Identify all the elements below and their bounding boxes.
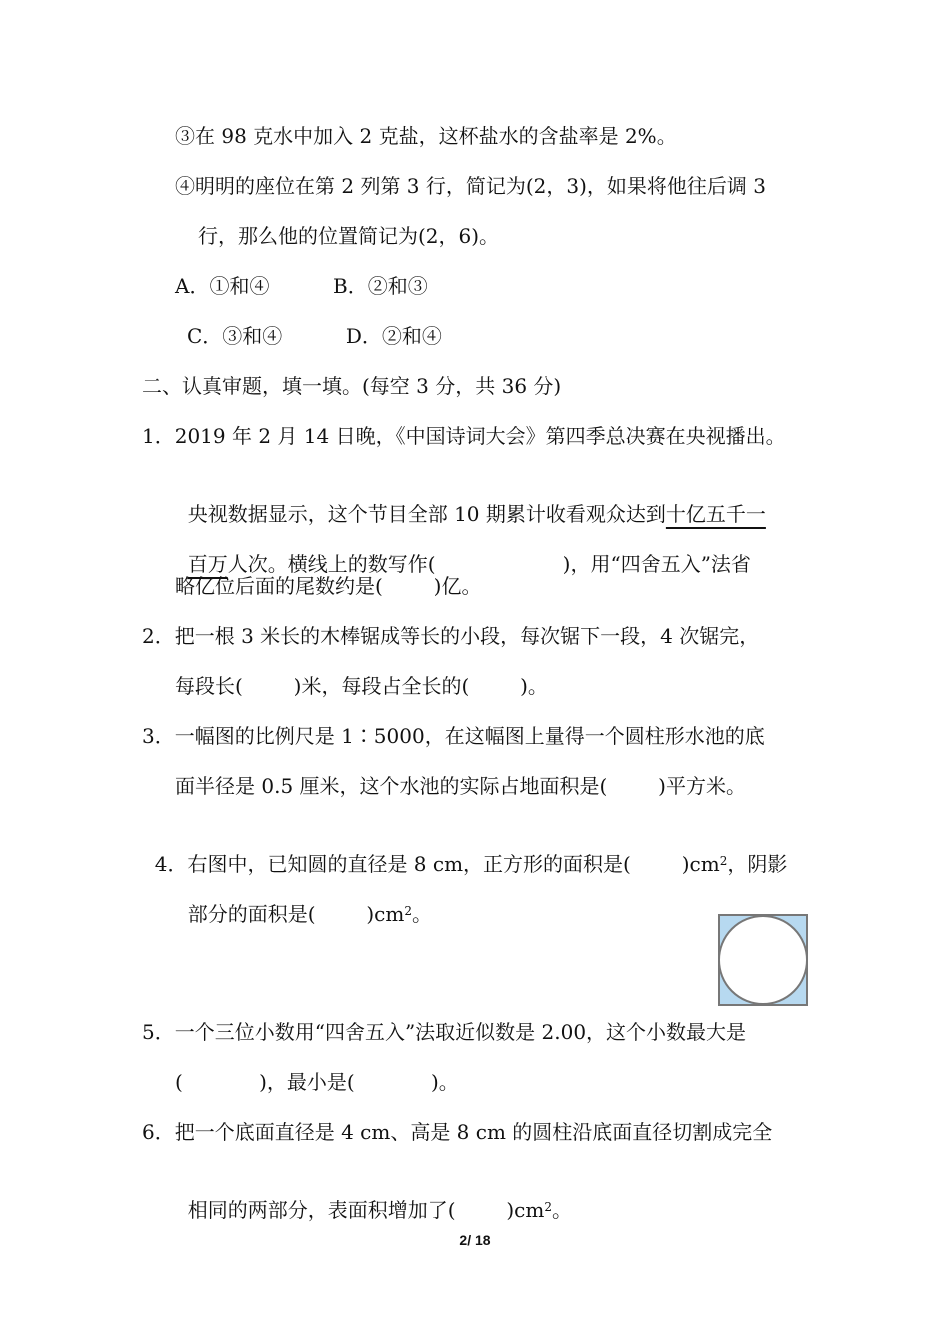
option-4-cont: 行，那么他的位置简记为(2，6)。 <box>198 224 500 248</box>
superscript: 2 <box>404 904 412 918</box>
q4-text-cont: ，阴影 <box>727 852 788 876</box>
superscript: 2 <box>719 854 728 868</box>
q3-line1: 3．一幅图的比例尺是 1∶5000，在这幅图上量得一个圆柱形水池的底 <box>142 724 765 748</box>
q2-line2: 每段长( )米，每段占全长的( )。 <box>175 674 548 698</box>
q5-line2: ( )，最小是( )。 <box>175 1070 459 1094</box>
square-circle-figure <box>718 914 808 1006</box>
q6-text: 相同的两部分，表面积增加了( )cm <box>187 1198 545 1222</box>
q1-line2 <box>175 472 766 528</box>
q1-line3 <box>175 522 751 578</box>
q5-line1: 5．一个三位小数用“四舍五入”法取近似数是 2.00，这个小数最大是 <box>142 1020 747 1044</box>
option-4: ④明明的座位在第 2 列第 3 行，简记为(2，3)，如果将他往后调 3 <box>175 174 767 198</box>
q1-line4: 略亿位后面的尾数约是( )亿。 <box>175 574 482 598</box>
q2-line1: 2．把一根 3 米长的木棒锯成等长的小段，每次锯下一段，4 次锯完， <box>142 624 760 648</box>
superscript: 2 <box>544 1200 552 1214</box>
inscribed-circle <box>719 916 807 1004</box>
option-3: ③在 98 克水中加入 2 克盐，这杯盐水的含盐率是 2%。 <box>175 124 677 148</box>
q4-text2: 部分的面积是( )cm <box>187 902 405 926</box>
q1-text: 央视数据显示，这个节目全部 10 期累计收看观众达到 <box>187 502 666 526</box>
choices-cd: C．③和④ D．②和④ <box>187 324 442 348</box>
q1-underlined-number-cont: 百万 <box>187 552 228 576</box>
section-heading: 二、认真审题，填一填。(每空 3 分，共 36 分) <box>142 374 562 398</box>
q1-text-cont: 人次。横线上的数写作( )，用“四舍五入”法省 <box>227 552 751 576</box>
q6-line2 <box>175 1168 572 1227</box>
q3-line2: 面半径是 0.5 厘米，这个水池的实际占地面积是( )平方米。 <box>175 774 746 798</box>
page-number: 2/ 18 <box>459 1232 491 1248</box>
q1-line1: 1．2019 年 2 月 14 日晚，《中国诗词大会》第四季总决赛在央视播出。 <box>142 424 786 448</box>
q4-line2 <box>175 872 432 931</box>
q4-text2-end: 。 <box>412 902 432 926</box>
q6-text-end: 。 <box>552 1198 572 1222</box>
choices-ab: A．①和④ B．②和③ <box>175 274 428 298</box>
q6-line1: 6．把一个底面直径是 4 cm、高是 8 cm 的圆柱沿底面直径切割成完全 <box>142 1120 773 1144</box>
q1-underlined-number: 十亿五千一 <box>665 502 766 526</box>
q4-text: 4．右图中，已知圆的直径是 8 cm，正方形的面积是( )cm <box>154 852 720 876</box>
